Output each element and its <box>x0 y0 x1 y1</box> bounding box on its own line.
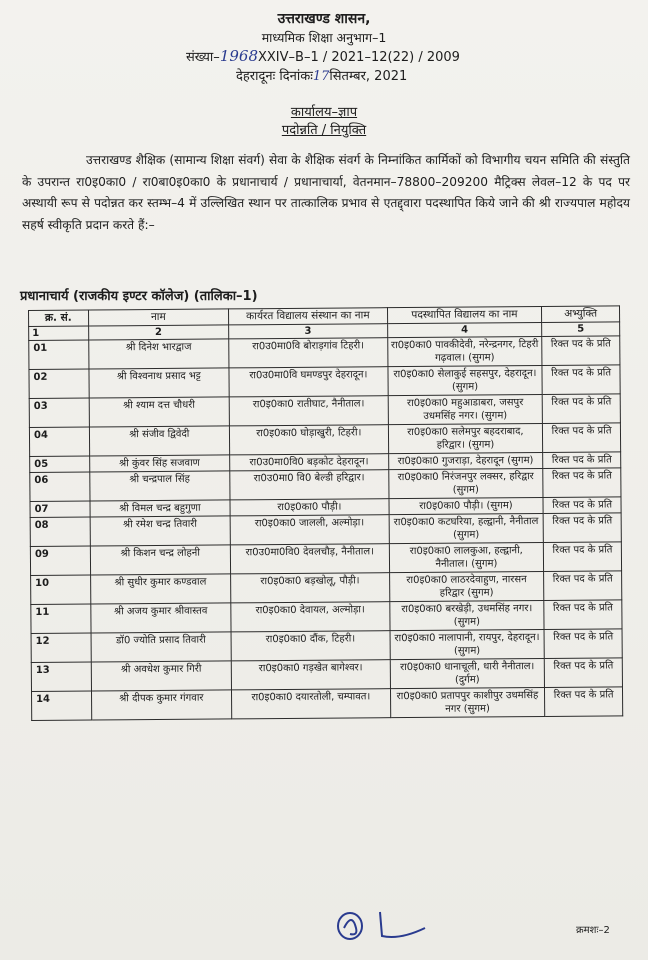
row-current-school: रा0इ0का0 दौंक, टिहरी। <box>231 631 390 661</box>
row-remark: रिक्त पद के प्रति <box>544 571 622 601</box>
row-remark: रिक्त पद के प्रति <box>542 394 620 424</box>
row-serial: 04 <box>29 427 89 456</box>
row-remark: रिक्त पद के प्रति <box>543 452 621 469</box>
signature-mark <box>330 906 450 946</box>
table-row <box>31 658 622 692</box>
table-row <box>30 542 621 576</box>
row-current-school: रा0इ0का0 घोड़ाखुरी, टिहरी। <box>229 425 388 455</box>
row-remark: रिक्त पद के प्रति <box>544 629 622 659</box>
row-current-school: रा0इ0का0 दयारतोली, चम्पावत। <box>232 689 391 719</box>
section-heading: माध्यमिक शिक्षा अनुभाग–1 <box>261 30 387 45</box>
row-serial: 14 <box>31 691 91 720</box>
row-serial: 10 <box>31 575 91 604</box>
row-posted-school: रा0इ0का0 नालापानी, रायपुर, देहरादून। (सुगम) <box>390 629 545 659</box>
row-posted-school: रा0इ0का0 महुआडाबरा, जसपुर उधमसिंह नगर। (सुगम) <box>388 394 543 424</box>
memo-subtitle: पदोन्नति / नियुक्ति <box>281 123 367 138</box>
row-current-school: रा0उ0मा0वि बोराड़गांव टिहरी। <box>229 338 388 368</box>
row-posted-school: रा0इ0का0 सेलाकुई सहसपुर, देहरादून। (सुगम) <box>388 365 543 395</box>
row-serial: 07 <box>30 501 90 517</box>
row-posted-school: रा0इ0का0 बरखेड़ी, उधमसिंह नगर। (सुगम) <box>389 600 544 630</box>
row-posted-school: रा0इ0का0 निरंजनपुर लक्सर, हरिद्वार (सुगम) <box>388 468 543 498</box>
row-name: श्री विमल चन्द्र बहुगुणा <box>90 500 231 517</box>
row-name: श्री विश्वनाथ प्रसाद भट्ट <box>89 368 230 398</box>
row-current-school: रा0इ0का0 पौड़ी। <box>230 499 389 516</box>
row-posted-school: रा0इ0का0 प्रतापपुर काशीपुर उधमसिंह नगर (सुगम) <box>390 687 545 717</box>
table-section-title: प्रधानाचार्य (राजकीय इण्टर कॉलेज) (तालिका–1) <box>20 289 258 304</box>
row-current-school: रा0इ0का0 गड़खेत बागेश्वर। <box>231 660 390 690</box>
row-name: श्री अवधेश कुमार गिरी <box>91 661 232 691</box>
memo-title: कार्यालय–ज्ञाप <box>290 105 358 120</box>
row-remark: रिक्त पद के प्रति <box>543 497 621 514</box>
row-posted-school: रा0इ0का0 गुजराड़ा, देहरादून (सुगम) <box>388 452 543 469</box>
table-row <box>30 513 621 547</box>
column-number: 1 <box>29 326 89 340</box>
row-name: डॉ0 ज्योति प्रसाद तिवारी <box>91 632 232 662</box>
row-name: श्री अजय कुमार श्रीवास्तव <box>90 603 231 633</box>
row-current-school: रा0उ0मा0वि0 देवलचौड़, नैनीताल। <box>230 544 389 574</box>
row-name: श्री दीपक कुमार गंगवार <box>91 690 232 720</box>
row-serial: 01 <box>29 340 89 369</box>
row-current-school: रा0उ0मा0वि0 बड़कोट देहरादून। <box>230 454 389 471</box>
row-remark: रिक्त पद के प्रति <box>543 513 621 543</box>
row-remark: रिक्त पद के प्रति <box>544 600 622 630</box>
row-remark: रिक्त पद के प्रति <box>544 542 622 572</box>
row-name: श्री दिनेश भारद्वाज <box>88 339 229 369</box>
table-row <box>29 365 620 399</box>
table-row <box>30 468 621 502</box>
row-serial: 08 <box>30 517 90 546</box>
date-prefix: देहरादूनः दिनांकः <box>236 69 313 84</box>
row-name: श्री चन्द्रपाल सिंह <box>89 471 230 501</box>
row-serial: 13 <box>31 662 91 691</box>
table-row <box>31 629 622 663</box>
row-posted-school: रा0इ0का0 कटघरिया, हल्द्वानी, नैनीताल (सुगम) <box>389 513 544 543</box>
row-serial: 03 <box>29 398 89 427</box>
date-suffix: सितम्बर, 2021 <box>329 69 408 84</box>
row-posted-school: रा0इ0का0 सलेमपुर बहदराबाद, हरिद्वार। (सुगम) <box>388 423 543 453</box>
column-number: 2 <box>88 325 229 340</box>
row-serial: 06 <box>30 472 90 501</box>
row-name: श्री सुधीर कुमार कण्डवाल <box>90 574 231 604</box>
row-posted-school: रा0इ0का0 लाठरदेवाहुण, नारसन हरिद्वार (सुगम) <box>389 571 544 601</box>
row-posted-school: रा0इ0का0 पावकीदेवी, नरेन्द्रनगर, टिहरी गढ़वाल। (सुगम) <box>387 336 542 366</box>
row-current-school: रा0इ0का0 बड़खोलू, पौड़ी। <box>231 573 390 603</box>
row-current-school: रा0इ0का0 देवायल, अल्मोड़ा। <box>231 602 390 632</box>
row-name: श्री श्याम दत्त चौधरी <box>89 397 230 427</box>
header-serial: क्र. सं. <box>29 310 89 326</box>
row-remark: रिक्त पद के प्रति <box>543 423 621 453</box>
continued-marker: क्रमशः–2 <box>576 925 610 936</box>
row-remark: रिक्त पद के प्रति <box>543 468 621 498</box>
order-number-prefix: संख्या– <box>186 50 220 65</box>
row-remark: रिक्त पद के प्रति <box>542 336 620 366</box>
column-number: 4 <box>387 322 542 337</box>
date-handwritten: 17 <box>312 69 330 84</box>
header-posted-school: पदस्थापित विद्यालय का नाम <box>387 306 542 323</box>
row-serial: 05 <box>30 456 90 472</box>
row-posted-school: रा0इ0का0 लालकुआ, हल्द्वानी, नैनीताल। (सुगम) <box>389 542 544 572</box>
header-current-school: कार्यरत विद्यालय संस्थान का नाम <box>229 308 388 325</box>
header-remark: अभ्युक्ति <box>542 306 620 323</box>
row-serial: 09 <box>30 546 90 575</box>
row-name: श्री रमेश चन्द्र तिवारी <box>90 516 231 546</box>
order-date <box>236 68 407 86</box>
table-row <box>29 423 620 457</box>
row-posted-school: रा0इ0का0 पौड़ी। (सुगम) <box>389 497 544 514</box>
order-paragraph: उत्तराखण्ड शैक्षिक (सामान्य शिक्षा संवर्ग) सेवा के शैक्षिक संवर्ग के निम्नांकित कार्मिकों को विभागीय चयन समिति की संस्तुति के उपरान्त रा0इ0का0 / रा0बा0इ0का0 के प्रधानाचार्य / प्रधानाचार्या, वेतनमान–78800–209200 मैट्रिक्स लेवल–12 के पद पर अस्थायी रूप से पदोन्नत कर स्तम्भ–4 में उल्लिखित स्थान पर तात्कालिक प्रभाव से एतद्द्वारा पदस्थापित किये जाने की श्री राज्यपाल महोदय सहर्ष स्वीकृति प्रदान करते हैं:– <box>22 153 630 232</box>
row-remark: रिक्त पद के प्रति <box>545 687 623 717</box>
table-row <box>31 687 622 721</box>
row-name: श्री किशन चन्द्र लोहनी <box>90 545 231 575</box>
row-current-school: रा0उ0मा0 वि0 बेल्डी हरिद्वार। <box>230 470 389 500</box>
row-current-school: रा0इ0का0 जालली, अल्मोड़ा। <box>230 515 389 545</box>
row-posted-school: रा0इ0का0 धानाचूली, धारी नैनीताल। (दुर्गम) <box>390 658 545 688</box>
row-remark: रिक्त पद के प्रति <box>544 658 622 688</box>
table-row <box>31 600 622 634</box>
row-serial: 11 <box>31 604 91 633</box>
row-name: श्री कुंवर सिंह सजवाण <box>89 455 230 472</box>
posting-table <box>28 305 623 721</box>
row-current-school: रा0इ0का0 रातीघाट, नैनीताल। <box>229 396 388 426</box>
govt-heading: उत्तराखण्ड शासन, <box>277 11 371 27</box>
table-row <box>29 394 620 428</box>
row-name: श्री संजीव द्विवेदी <box>89 426 230 456</box>
table-row <box>31 571 622 605</box>
row-current-school: रा0उ0मा0वि घमण्डपुर देहरादून। <box>229 367 388 397</box>
row-serial: 12 <box>31 633 91 662</box>
order-number <box>186 47 460 67</box>
row-remark: रिक्त पद के प्रति <box>542 365 620 395</box>
order-number-suffix: XXIV–B–1 / 2021–12(22) / 2009 <box>258 50 460 65</box>
column-number: 5 <box>542 322 620 337</box>
row-serial: 02 <box>29 369 89 398</box>
header-name: नाम <box>88 309 229 326</box>
order-number-handwritten: 1968 <box>219 47 258 65</box>
column-number: 3 <box>229 324 388 339</box>
table-row <box>29 336 620 370</box>
